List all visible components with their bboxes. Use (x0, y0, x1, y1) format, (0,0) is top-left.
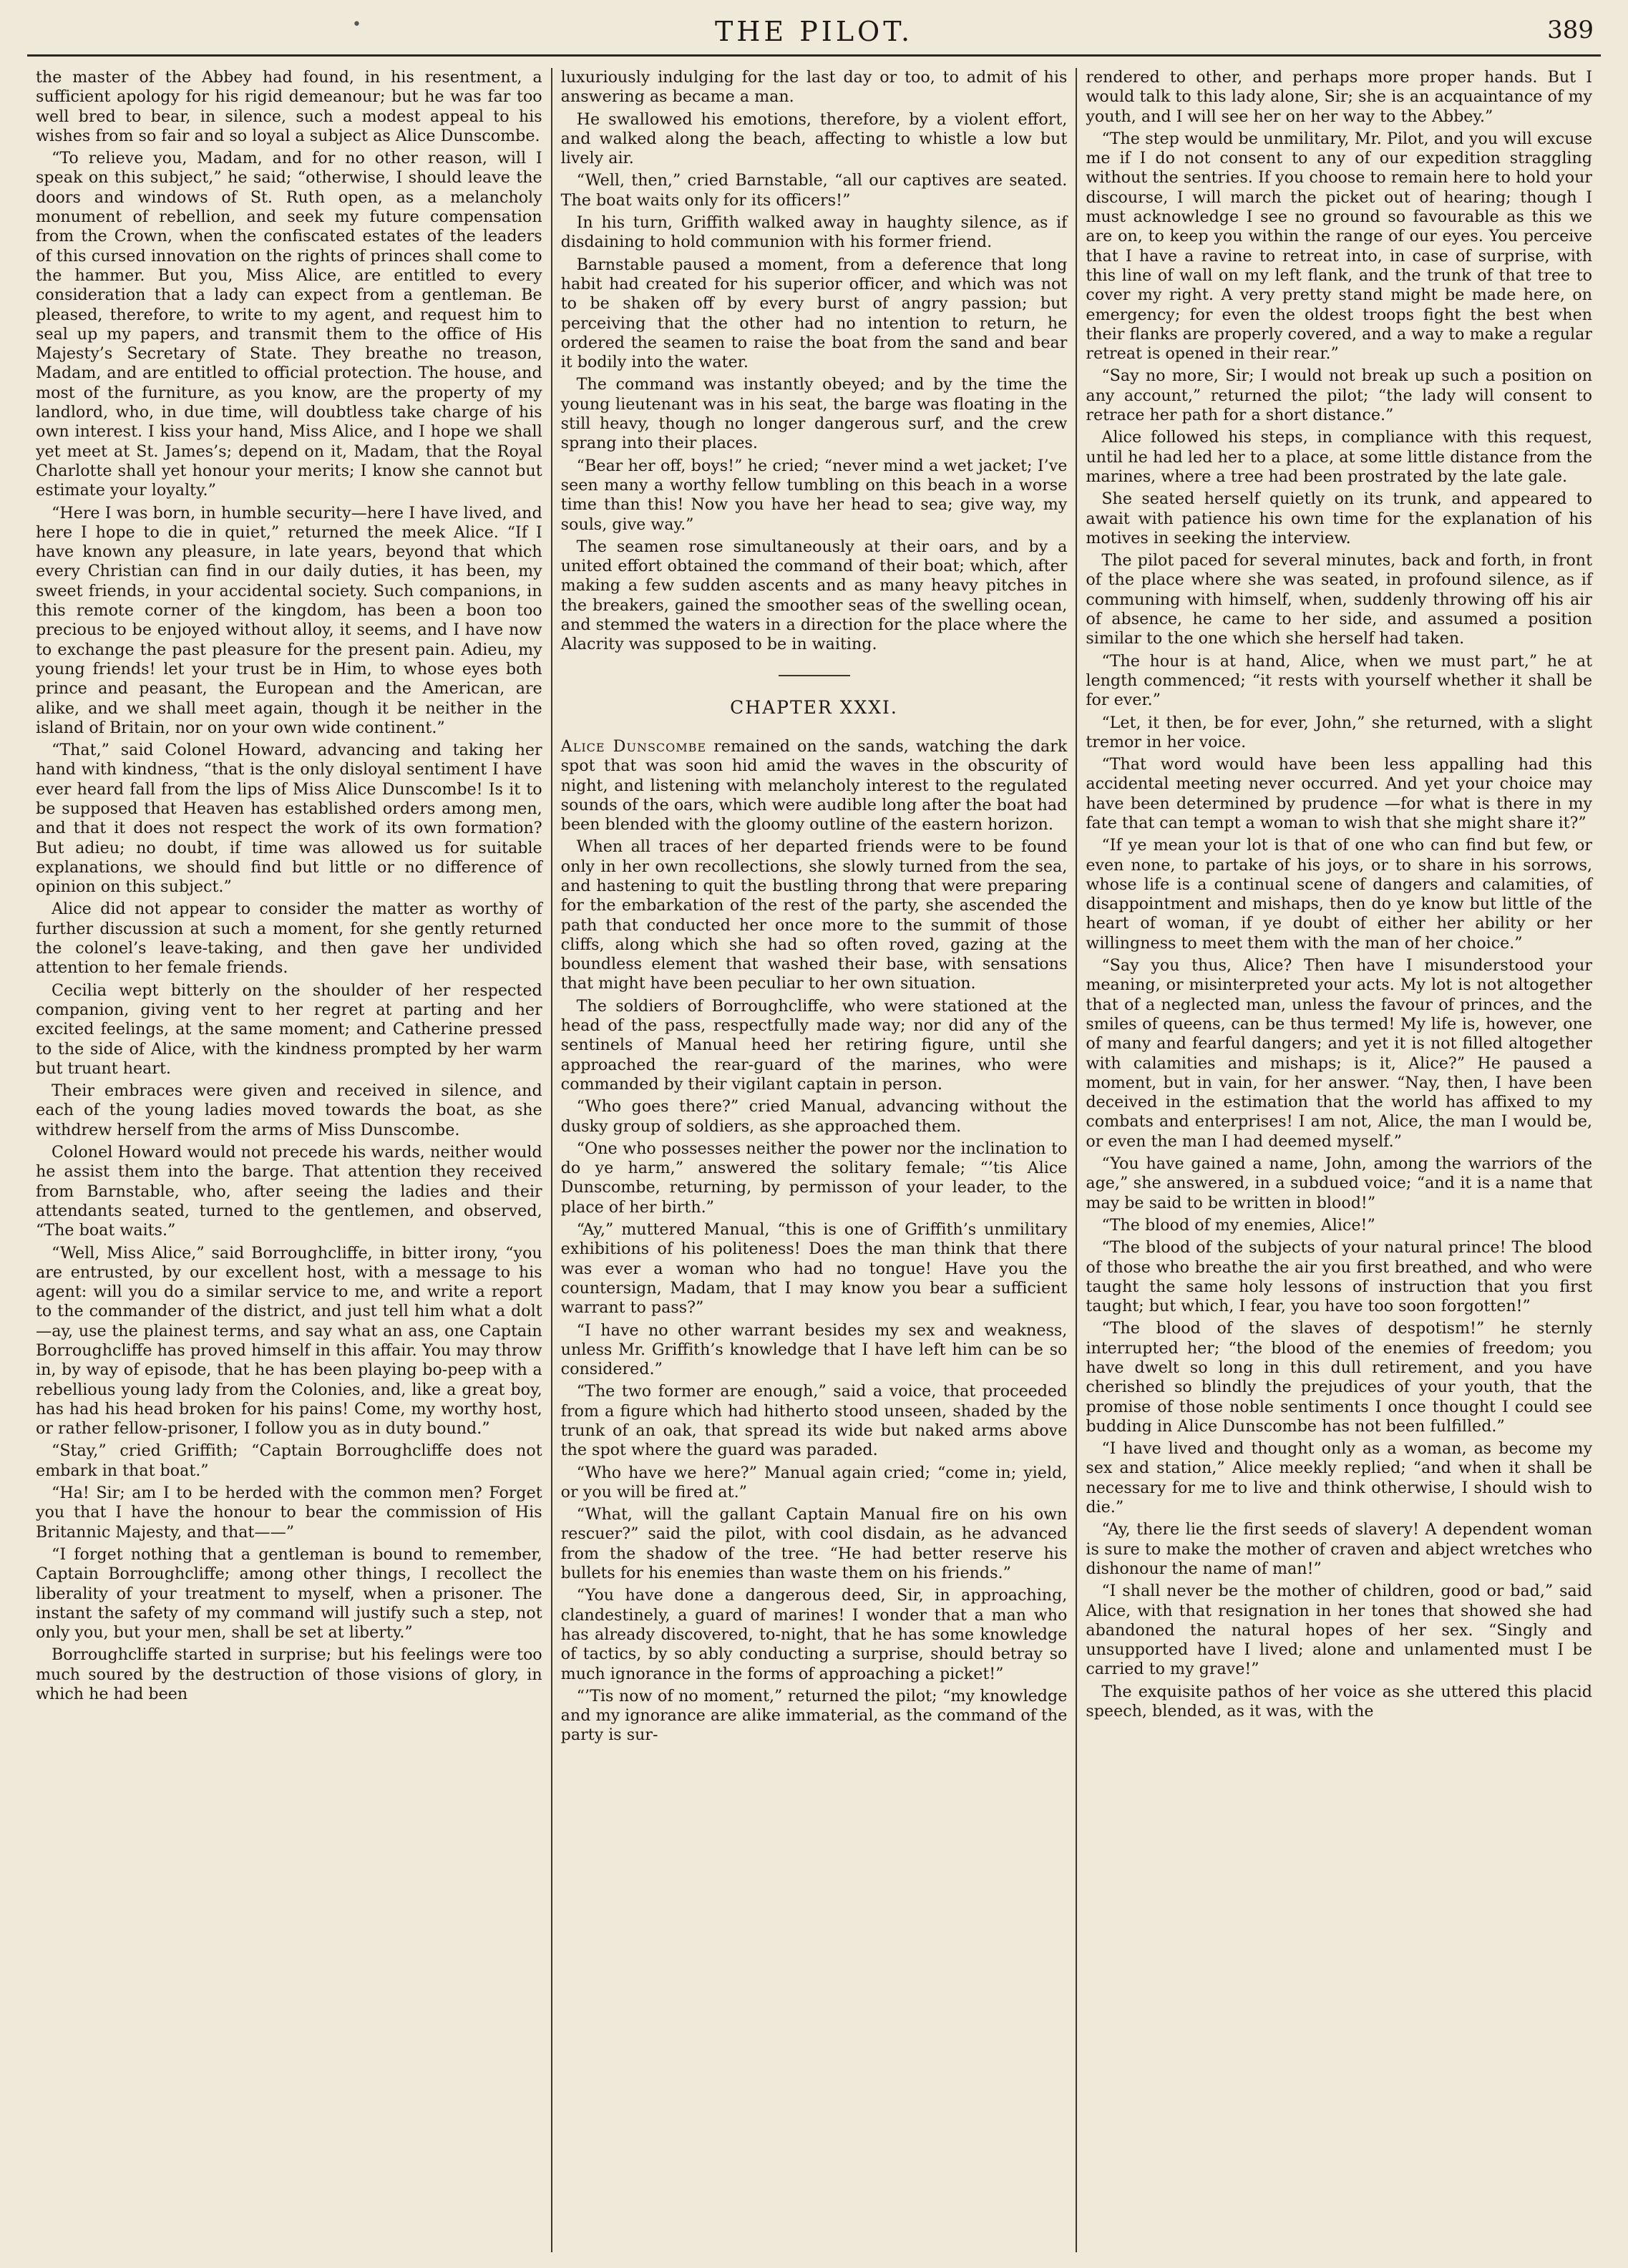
paragraph: When all traces of her departed friends were to be found only in her own recollections, she slowly turned from the sea, and hastening to quit the bustling throng that were preparing for the embarkation of the rest of the party, she ascended the path that conducted her once more to the summit of those cliffs, along which she had so often roved, gazing at the boundless element that washed their base, with sensations that might have been peculiar to her own situation. (560, 837, 1068, 993)
paragraph: “Bear her off, boys!” he cried; “never mind a wet jacket; I’ve seen many a worthy fellow tumbling on this beach in a worse time than this! Now you have her head to sea; give way, my souls, give way.” (560, 456, 1068, 534)
paragraph: “You have gained a name, John, among the warriors of the age,” she answered, in a subdued voice; “and it is a name that may be said to be written in blood!” (1086, 1154, 1593, 1212)
paragraph: “Ay,” muttered Manual, “this is one of Griffith’s unmilitary exhibitions of his politeness! Does the man think that there was ever a woman who had no tongue! Have you the countersign, Madam, that I may know you bear a sufficient warrant to pass?” (560, 1220, 1068, 1318)
paragraph: “Let, it then, be for ever, John,” she returned, with a slight tremor in her voice. (1086, 713, 1593, 751)
section-divider (779, 675, 850, 676)
paragraph: “I forget nothing that a gentleman is bound to remember, Captain Borroughcliffe; among other things, I recollect the liberality of your treatment to myself, when a prisoner. The instant the safety of my command will justify such a step, not only you, but your men, shall be set at liberty.” (36, 1544, 542, 1642)
paragraph: “What, will the gallant Captain Manual fire on his own rescuer?” said the pilot, with cool disdain, as he advanced from the shadow of the tree. “He had better reserve his bullets for his enemies than waste them on his friends.” (560, 1505, 1068, 1583)
paragraph: “I have lived and thought only as a woman, as become my sex and station,” Alice meekly replied; “and when it shall be necessary for me to live and think otherwise, I should wish to die.” (1086, 1439, 1593, 1517)
paragraph: The exquisite pathos of her voice as she uttered this placid speech, blended, as it was, with the (1086, 1682, 1593, 1721)
paragraph: “One who possesses neither the power nor the inclination to do ye harm,” answered the solitary female; “’tis Alice Dunscombe, returning, by permisson of your leader, to the place of her birth.” (560, 1139, 1068, 1217)
column-1 (27, 68, 551, 2252)
paragraph: Their embraces were given and received in silence, and each of the young ladies moved towards the boat, as she withdrew herself from the arms of Miss Dunscombe. (36, 1081, 542, 1139)
paragraph: “You have done a dangerous deed, Sir, in approaching, clandestinely, a guard of marines! I wonder that a man who has already discovered, to-night, that he has some knowledge of tactics, by so ably conducting a surprise, should betray so much ignorance in the forms of approaching a picket!” (560, 1586, 1068, 1683)
paragraph: “That word would have been less appalling had this accidental meeting never occurred. And yet your choice may have been determined by prudence —for what is there in my fate that can tempt a woman to wish that she might share it?” (1086, 755, 1593, 832)
paragraph: “The hour is at hand, Alice, when we must part,” he at length commenced; “it rests with yourself whether it shall be for ever.” (1086, 651, 1593, 710)
paragraph: She seated herself quietly on its trunk, and appeared to await with patience his own time for the explanation of his motives in seeking the interview. (1086, 490, 1593, 547)
paragraph: “The blood of the slaves of despotism!” he sternly interrupted her; “the blood of the enemies of freedom; you have dwelt so long in this dull retirement, and you have cherished so blindly the prejudices of your youth, that the promise of those noble sentiments I once thought I could see budding in Alice Dunscombe has not been fulfilled.” (1086, 1319, 1593, 1436)
paragraph: The command was instantly obeyed; and by the time the young lieutenant was in his seat, the barge was floating in the still heavy, though no longer dangerous surf, and the crew sprang into their places. (560, 375, 1068, 453)
column-2 (551, 68, 1076, 2252)
column-2-paragraphs-top (561, 68, 1068, 655)
paragraph: Cecilia wept bitterly on the shoulder of her respected companion, giving vent to her regret at parting and her excited feelings, at the same moment; and Catherine pressed to the side of Alice, with the kindness prompted by her warm but truant heart. (36, 980, 542, 1078)
paragraph: “Say no more, Sir; I would not break up such a position on any account,” returned the pilot; “the lady will consent to retrace her path for a short distance.” (1086, 366, 1593, 425)
paragraph: “’Tis now of no moment,” returned the pilot; “my knowledge and my ignorance are alike immaterial, as the command of the party is sur- (560, 1686, 1068, 1745)
chapter-opening-paragraph (561, 737, 1068, 834)
chapter-heading: CHAPTER XXXI. (730, 696, 898, 718)
paragraph: Barnstable paused a moment, from a deference that long habit had created for his superior officer, and which was not to be shaken off by every burst of angry passion; but perceiving that the other had no intention to return, he ordered the seamen to raise the boat from the sand and bear it bodily into the water. (560, 255, 1068, 372)
paragraph: “To relieve you, Madam, and for no other reason, will I speak on this subject,” he said; “otherwise, I should leave the doors and windows of St. Ruth open, as a melancholy monument of rebellion, and seek my future compensation from the Crown, when the confiscated estates of the leaders of this cursed innovation on the rights of princes shall come to the hammer. But you, Miss Alice, are entitled to every consideration that a lady can expect from a gentleman. Be pleased, therefore, to write to my agent, and request him to seal up my papers, and transmit them to the office of His Majesty’s Secretary of State. They breathe no treason, Madam, and are entitled to official protection. The house, and most of the furniture, as you know, are the property of my landlord, who, in due time, will doubtless take charge of his own interest. I kiss your hand, Miss Alice, and I hope we shall yet meet at St. James’s; depend on it, Madam, that the Royal Charlotte shall yet honour your merits; I know she cannot but estimate your loyalty.” (36, 149, 542, 500)
paragraph: He swallowed his emotions, therefore, by a violent effort, and walked along the beach, affecting to whistle a low but lively air. (560, 109, 1068, 168)
paragraph: “The two former are enough,” said a voice, that proceeded from a figure which had hitherto stood unseen, shaded by the trunk of an oak, that spread its wide but naked arms above the spot where the guard was paraded. (560, 1382, 1068, 1460)
paragraph: “The blood of the subjects of your natural prince! The blood of those who breathe the air you first breathed, and who were taught the same holy lessons of instruction that you first taught; but which, I fear, you have too soon forgotten!” (1086, 1238, 1593, 1316)
text-columns (27, 68, 1601, 2252)
paragraph: the master of the Abbey had found, in his resentment, a sufficient apology for his rigid demeanour; but he was far too well bred to bear, in silence, such a modest appeal to his wishes from so fair and so loyal a subject as Alice Dunscombe. (36, 68, 542, 145)
paragraph: “I have no other warrant besides my sex and weakness, unless Mr. Griffith’s knowledge that I have left him can be so considered.” (560, 1320, 1068, 1379)
paragraph: “Who have we here?” Manual again cried; “come in; yield, or you will be fired at.” (560, 1463, 1068, 1502)
paragraph: “Well, then,” cried Barnstable, “all our captives are seated. The boat waits only for its officers!” (560, 171, 1068, 210)
paragraph: “Who goes there?” cried Manual, advancing without the dusky group of soldiers, as she approached them. (560, 1097, 1068, 1136)
paragraph: “Ay, there lie the first seeds of slavery! A dependent woman is sure to make the mother of craven and abject wretches who dishonour the name of man!” (1086, 1520, 1593, 1578)
paragraph: The seamen rose simultaneously at their oars, and by a united effort obtained the command of their boat; which, after making a few sudden ascents and as many heavy pitches in the breakers, gained the smoother seas of the swelling ocean, and stemmed the waters in a direction for the place where the Alacrity was supposed to be in waiting. (560, 537, 1068, 654)
paragraph: In his turn, Griffith walked away in haughty silence, as if disdaining to hold communion with his former friend. (560, 213, 1068, 252)
column-1-paragraphs (36, 68, 542, 1704)
column-2-paragraphs-bottom (561, 837, 1068, 1745)
paragraph: “I shall never be the mother of children, good or bad,” said Alice, with that resignation in her tones that showed she had abandoned the natural hopes of her sex. “Singly and unsupported have I lived; alone and unlamented must I be carried to my grave!” (1086, 1582, 1593, 1679)
paragraph: The pilot paced for several minutes, back and forth, in front of the place where she was seated, in profound silence, as if communing with himself, when, suddenly throwing off his air of absence, he came to her side, and assumed a position similar to the one which she herself had taken. (1086, 551, 1593, 648)
paragraph: “The step would be unmilitary, Mr. Pilot, and you will excuse me if I do not consent to any of our expedition straggling without the sentries. If you choose to remain here to hold your discourse, I will march the picket out of hearing; though I must acknowledge I see no ground so favourable as this we are on, to keep you within the range of our eyes. You perceive that I have a ravine to retreat into, in case of surprise, with this line of wall on my left flank, and the trunk of that tree to cover my right. A very pretty stand might be made here, on emergency; for even the oldest troops fight the best when their flanks are properly covered, and a way to make a regular retreat is opened in their rear.” (1086, 129, 1593, 364)
page-number: 389 (1547, 16, 1594, 44)
paragraph: Alice followed his steps, in compliance with this request, until he had led her to a place, at some little distance from the marines, where a tree had been prostrated by the late gale. (1086, 428, 1593, 486)
paragraph: “Ha! Sir; am I to be herded with the common men? Forget you that I have the honour to bear the commission of His Britannic Majesty, and that——” (36, 1484, 542, 1542)
paragraph: Borroughcliffe started in surprise; but his feelings were too much soured by the destruction of those visions of glory, in which he had been (36, 1645, 542, 1704)
chapter-opening-text: remained on the sands, watching the dark spot that was soon hid amid the waves in the obscurity of night, and listening with melancholy interest to the regulated sounds of the oars, which were audible long after the boat had been blended with the gloomy outline of the eastern horizon. (560, 736, 1068, 834)
paragraph: rendered to other, and perhaps more proper hands. But I would talk to this lady alone, Sir; she is an acquaintance of my youth, and I will see her on her way to the Abbey.” (1086, 68, 1593, 126)
paragraph: “That,” said Colonel Howard, advancing and taking her hand with kindness, “that is the only disloyal sentiment I have ever heard fall from the lips of Miss Alice Dunscombe! Is it to be supposed that Heaven has established orders among men, and that it does not respect the work of its own formation? But adieu; no doubt, if time was allowed us for suitable explanations, we should find but little or no difference of opinion on this subject.” (36, 741, 542, 897)
paragraph: The soldiers of Borroughcliffe, who were stationed at the head of the pass, respectfully made way; nor did any of the sentinels of Manual heed her retiring figure, until she approached the rear-guard of the marines, who were commanded by their vigilant captain in person. (560, 996, 1068, 1094)
ornament-mark: • (352, 16, 361, 34)
paragraph: “Stay,” cried Griffith; “Captain Borroughcliffe does not embark in that boat.” (36, 1441, 542, 1480)
paragraph: “If ye mean your lot is that of one who can find but few, or even none, to partake of his joys, or to share in his sorrows, whose life is a continual scene of dangers and calamities, of disappointment and mishaps, then do ye know but little of the heart of woman, if ye doubt of either her ability or her willingness to meet them with the man of her choice.” (1086, 836, 1593, 953)
column-3-paragraphs (1086, 68, 1592, 1721)
paragraph: “Here I was born, in humble security—here I have lived, and here I hope to die in quiet,” returned the meek Alice. “If I have known any pleasure, in late years, beyond that which every Christian can find in our daily duties, it has been, my sweet friends, in your accidental society. Such companions, in this remote corner of the kingdom, has been a boon too precious to be enjoyed without alloy, it seems, and I have now to exchange the past pleasure for the present pain. Adieu, my young friends! let your trust be in Him, to whose eyes both prince and peasant, the European and the American, are alike, and we shall meet again, though it be neither in the island of Britain, nor on your own wide continent.” (36, 503, 542, 737)
paragraph: “The blood of my enemies, Alice!” (1101, 1215, 1375, 1235)
paragraph: Alice did not appear to consider the matter as worthy of further discussion at such a moment, for she gently returned the colonel’s leave-taking, and then gave her undivided attention to her female friends. (36, 900, 542, 978)
paragraph: “Say you thus, Alice? Then have I misunderstood your meaning, or misinterpreted your acts. My lot is not altogether that of a neglected man, unless the favour of princes, and the smiles of queens, can be thus termed! My life is, however, one of many and fearful dangers; and yet it is not filled altogether with calamities and mishaps; is it, Alice?” He paused a moment, but in vain, for her answer. “Nay, then, I have been deceived in the estimation that the world has affixed to my combats and enterprises! I am not, Alice, the man I would be, or even the man I had deemed myself.” (1086, 956, 1593, 1151)
paragraph: luxuriously indulging for the last day or too, to admit of his answering as became a man. (560, 68, 1068, 107)
paragraph: Colonel Howard would not precede his wards, neither would he assist them into the barge. That attention they received from Barnstable, who, after seeing the ladies and their attendants seated, turned to the gentlemen, and observed, “The boat waits.” (36, 1143, 542, 1240)
running-header (27, 10, 1601, 57)
chapter-lead-words: Alice Dunscombe (560, 736, 707, 756)
running-title: THE PILOT. (714, 16, 914, 47)
paragraph: “Well, Miss Alice,” said Borroughcliffe, in bitter irony, “you are entrusted, by our excellent host, with a message to his agent: will you do a similar service to me, and write a report to the commander of the district, and just tell him what a dolt—ay, use the plainest terms, and say what an ass, one Captain Borroughcliffe has proved himself in this affair. You may throw in, by way of episode, that he has been playing bo-peep with a rebellious young lady from the Colonies, and, like a great boy, has had his head broken for his pains! Come, my worthy host, or rather fellow-prisoner, I follow you as in duty bound.” (36, 1243, 542, 1439)
column-3 (1076, 68, 1601, 2252)
